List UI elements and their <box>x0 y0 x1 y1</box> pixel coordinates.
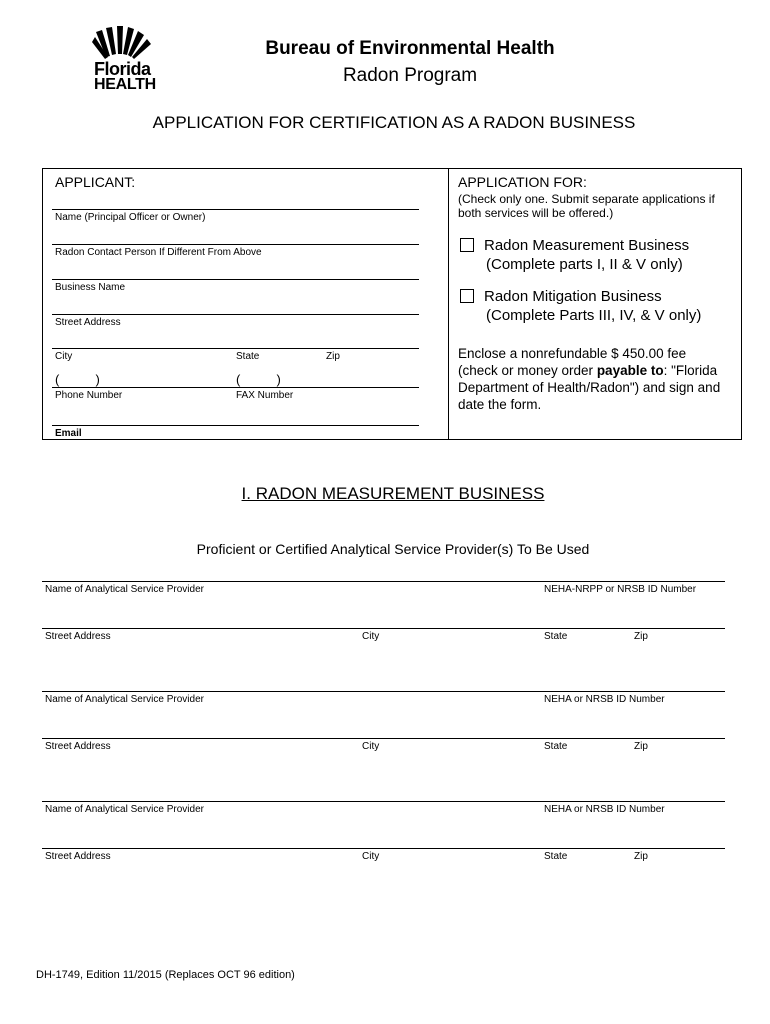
provider-1-address-field[interactable] <box>42 628 725 629</box>
option-measurement-label: Radon Measurement Business <box>484 237 690 254</box>
name-field[interactable] <box>52 209 419 210</box>
provider-1-name-label: Name of Analytical Service Provider <box>45 584 204 595</box>
fee-line2: (check or money order payable to: "Florida <box>458 363 718 378</box>
provider-1-street-label: Street Address <box>45 631 111 642</box>
provider-3-id-label: NEHA or NRSB ID Number <box>544 804 665 815</box>
city-label: City <box>55 351 73 362</box>
fee-line4: date the form. <box>458 397 542 412</box>
business-name-label: Business Name <box>55 282 126 293</box>
phone-paren: ( ) <box>55 372 100 387</box>
bureau-title: Bureau of Environmental Health <box>265 38 555 59</box>
instructions-line2: both services will be offered.) <box>458 206 614 220</box>
logo-text-health: HEALTH <box>94 76 156 93</box>
provider-1-city-label: City <box>362 631 380 642</box>
provider-3-state-label: State <box>544 851 568 862</box>
application-for-heading: APPLICATION FOR: <box>458 174 587 190</box>
business-name-field[interactable] <box>52 279 419 280</box>
option-measurement-parts: (Complete parts I, II & V only) <box>486 256 683 273</box>
provider-2-name-label: Name of Analytical Service Provider <box>45 694 204 705</box>
program-title: Radon Program <box>342 65 478 86</box>
fee-line3: Department of Health/Radon") and sign and <box>458 380 721 395</box>
fee-line1: Enclose a nonrefundable $ 450.00 fee <box>458 346 687 361</box>
contact-person-label: Radon Contact Person If Different From Above <box>55 247 262 258</box>
provider-3-name-field[interactable] <box>42 801 725 802</box>
contact-person-field[interactable] <box>52 244 419 245</box>
provider-3-zip-label: Zip <box>634 851 648 862</box>
phone-fax-field[interactable] <box>52 387 419 388</box>
provider-1-name-field[interactable] <box>42 581 725 582</box>
state-label: State <box>236 351 260 362</box>
applicant-heading: APPLICANT: <box>55 174 136 190</box>
provider-3-street-label: Street Address <box>45 851 111 862</box>
fax-paren: ( ) <box>236 372 281 387</box>
street-address-label: Street Address <box>55 317 121 328</box>
provider-2-name-field[interactable] <box>42 691 725 692</box>
form-title: APPLICATION FOR CERTIFICATION AS A RADON BUSINESS <box>152 113 636 132</box>
section-1-title: I. RADON MEASUREMENT BUSINESS <box>241 484 545 503</box>
provider-2-address-field[interactable] <box>42 738 725 739</box>
provider-1-id-label: NEHA-NRPP or NRSB ID Number <box>544 584 697 595</box>
provider-2-state-label: State <box>544 741 568 752</box>
phone-label: Phone Number <box>55 390 123 401</box>
logo-text-florida: Florida <box>94 59 151 79</box>
form-id-footer: DH-1749, Edition 11/2015 (Replaces OCT 96 edition) <box>36 969 295 981</box>
email-field[interactable] <box>52 425 419 426</box>
mitigation-business-checkbox[interactable] <box>460 289 474 303</box>
email-label: Email <box>55 428 82 439</box>
option-mitigation-label: Radon Mitigation Business <box>484 288 662 305</box>
provider-1-state-label: State <box>544 631 568 642</box>
provider-3-city-label: City <box>362 851 380 862</box>
box-divider <box>448 168 449 440</box>
section-1-subtitle: Proficient or Certified Analytical Service Provider(s) To Be Used <box>196 541 590 557</box>
provider-3-address-field[interactable] <box>42 848 725 849</box>
name-label: Name (Principal Officer or Owner) <box>55 212 206 223</box>
street-address-field[interactable] <box>52 314 419 315</box>
option-mitigation-parts: (Complete Parts III, IV, & V only) <box>486 307 702 324</box>
provider-2-street-label: Street Address <box>45 741 111 752</box>
zip-label: Zip <box>326 351 340 362</box>
provider-2-city-label: City <box>362 741 380 752</box>
provider-2-id-label: NEHA or NRSB ID Number <box>544 694 665 705</box>
provider-3-name-label: Name of Analytical Service Provider <box>45 804 204 815</box>
instructions-line1: (Check only one. Submit separate applications if <box>458 192 715 206</box>
measurement-business-checkbox[interactable] <box>460 238 474 252</box>
provider-1-zip-label: Zip <box>634 631 648 642</box>
provider-2-zip-label: Zip <box>634 741 648 752</box>
city-state-zip-field[interactable] <box>52 348 419 349</box>
fax-label: FAX Number <box>236 390 294 401</box>
